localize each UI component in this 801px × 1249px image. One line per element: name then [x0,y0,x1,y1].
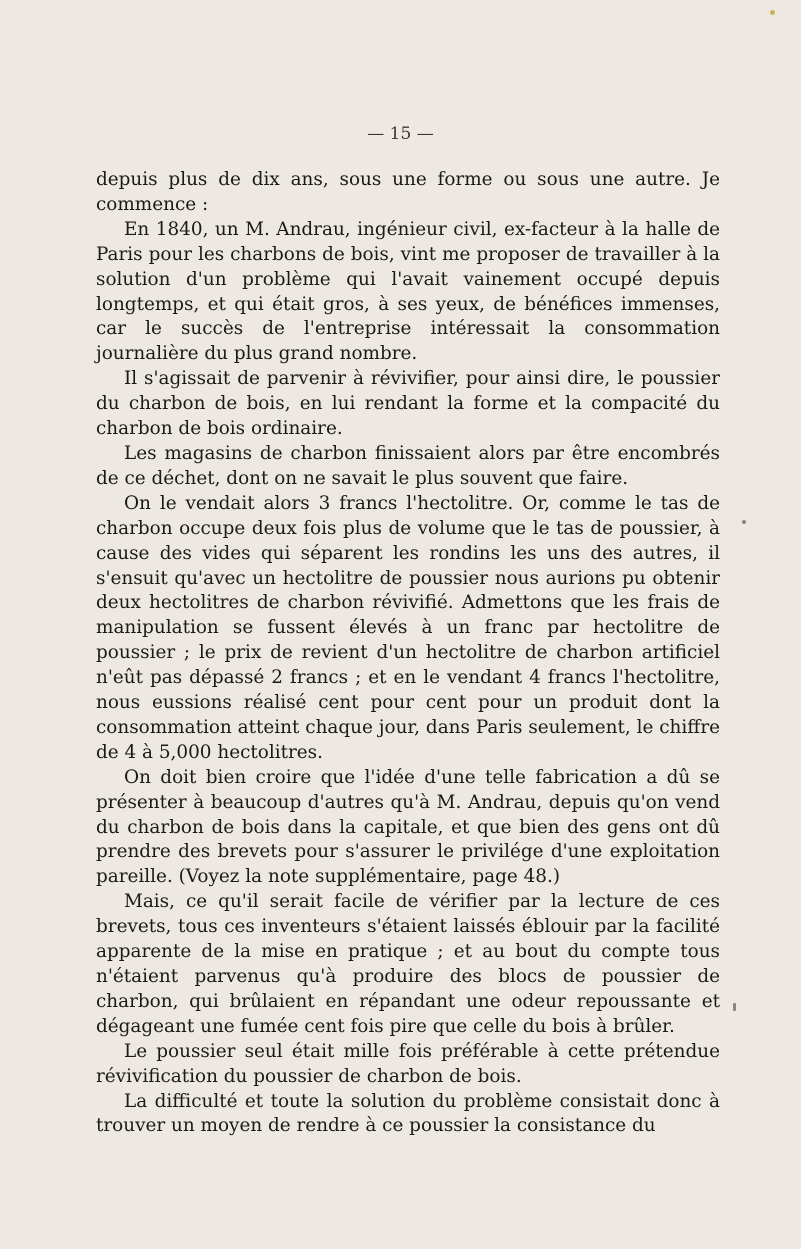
paragraph-9: La difficulté et toute la solution du problème consistait donc à trouver un moyen de rendre à ce poussier la consistance du [96,1090,720,1137]
paper-speck [742,520,746,524]
body-text [96,168,720,1139]
paragraph-4: Les magasins de charbon finissaient alors par être encombrés de ce déchet, dont on ne savait le plus souvent que faire. [96,442,720,489]
paper-speck [770,10,775,15]
paper-speck [733,1003,736,1011]
paragraph-2: En 1840, un M. Andrau, ingénieur civil, ex-facteur à la halle de Paris pour les charbons de bois, vint me proposer de travailler à la solution d'un problème qui l'avait vainement occupé depuis longtemps, et qui était gros, à ses yeux, de bénéfices immenses, car le succès de l'entreprise intéressait la consommation journalière du plus grand nombre. [96,218,720,365]
paragraph-5: On le vendait alors 3 francs l'hectolitre. Or, comme le tas de charbon occupe deux fois plus de volume que le tas de poussier, à cause des vides qui séparent les rondins les uns des autres, il s'ensuit qu'avec un hectolitre de poussier nous aurions pu obtenir deux hectolitres de charbon révivifié. Admettons que les frais de manipulation se fussent élevés à un franc par hectolitre de poussier ; le prix de revient d'un hectolitre de charbon artificiel n'eût pas dépassé 2 francs ; et en le vendant 4 francs l'hectolitre, nous eussions réalisé cent pour cent pour un produit dont la consommation atteint chaque jour, dans Paris seulement, le chiffre de 4 à 5,000 hectolitres. [96,492,720,763]
paragraph-8: Le poussier seul était mille fois préférable à cette prétendue révivification du poussier de charbon de bois. [96,1040,720,1087]
paragraph-6: On doit bien croire que l'idée d'une telle fabrication a dû se présenter à beaucoup d'autres qu'à M. Andrau, depuis qu'on vend du charbon de bois dans la capitale, et que bien des gens ont dû prendre des brevets pour s'assurer le privilége d'une exploitation pareille. (Voyez la note supplémentaire, page 48.) [96,766,720,888]
paragraph-1: depuis plus de dix ans, sous une forme ou sous une autre. Je commence : [96,169,720,215]
page-number: — 15 — [367,124,434,144]
paragraph-3: Il s'agissait de parvenir à révivifier, pour ainsi dire, le poussier du charbon de bois, en lui rendant la forme et la compacité du charbon de bois ordinaire. [96,368,720,440]
paragraph-7: Mais, ce qu'il serait facile de vérifier par la lecture de ces brevets, tous ces inventeurs s'étaient laissés éblouir par la facilité apparente de la mise en pratique ; et au bout du compte tous n'étaient parvenus qu'à produire des blocs de poussier de charbon, qui brûlaient en répandant une odeur repoussante et dégageant une fumée cent fois pire que celle du bois à brûler. [96,891,720,1037]
